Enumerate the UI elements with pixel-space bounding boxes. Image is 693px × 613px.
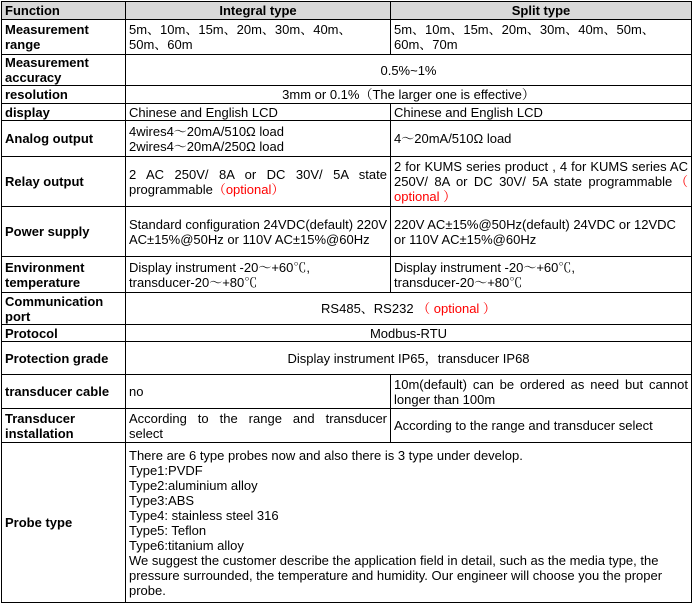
accuracy-value: 0.5%~1%	[126, 55, 692, 86]
environment-temperature-integral	[126, 257, 391, 293]
header-split: Split type	[391, 2, 692, 20]
transducer-cable-split: 10m(default) can be ordered as need but cannot longer than 100m	[391, 375, 692, 409]
relay-output-integral-text: 2 AC 250V/ 8A or DC 30V/ 5A state programmable	[129, 166, 387, 197]
row-environment-temperature	[2, 257, 692, 293]
communication-port-text: RS485、RS232	[321, 301, 418, 316]
relay-output-split-text: 2 for KUMS series product , 4 for KUMS series AC 250V/ 8A or DC 30V/ 5A state programmable	[394, 159, 688, 189]
probe-note: We suggest the customer describe the application field in detail, such as the media type, the pressure surrounded, the temperature and humidity. Our engineer will choose you the proper probe.	[129, 552, 663, 598]
communication-port-optional: （ optional ）	[417, 301, 496, 316]
resolution-value: 3mm or 0.1%（The larger one is effective）	[126, 86, 692, 104]
label-relay-output: Relay output	[2, 157, 126, 207]
row-relay-output	[2, 157, 692, 207]
label-probe-type: Probe type	[2, 443, 126, 603]
label-communication-port: Communication port	[2, 293, 126, 325]
row-transducer-cable	[2, 375, 692, 409]
protection-grade-value: Display instrument IP65，transducer IP68	[126, 342, 692, 375]
display-integral: Chinese and English LCD	[126, 104, 391, 121]
env-temp-split-line2: transducer-20～+80℃	[394, 274, 523, 290]
row-analog-output	[2, 121, 692, 157]
header-integral: Integral type	[126, 2, 391, 20]
label-power-supply: Power supply	[2, 207, 126, 257]
label-resolution: resolution	[2, 86, 126, 104]
label-protocol: Protocol	[2, 325, 126, 342]
probe-line: Type1:PVDF	[129, 462, 203, 478]
row-protocol	[2, 325, 692, 342]
label-environment-temperature: Environment temperature	[2, 257, 126, 293]
header-row	[2, 2, 692, 20]
probe-line: There are 6 type probes now and also there is 3 type under develop.	[129, 447, 523, 463]
row-resolution	[2, 86, 692, 104]
probe-type-value	[126, 443, 692, 603]
relay-output-integral	[126, 157, 391, 207]
probe-line: Type2:aluminium alloy	[129, 477, 258, 493]
transducer-installation-integral: According to the range and transducer select	[126, 409, 391, 443]
transducer-installation-split: According to the range and transducer select	[391, 409, 692, 443]
protocol-value: Modbus-RTU	[126, 325, 692, 342]
transducer-cable-integral: no	[126, 375, 391, 409]
environment-temperature-split	[391, 257, 692, 293]
label-transducer-cable: transducer cable	[2, 375, 126, 409]
label-transducer-installation: Transducer installation	[2, 409, 126, 443]
header-function: Function	[2, 2, 126, 20]
row-communication-port	[2, 293, 692, 325]
row-measurement-range	[2, 20, 692, 55]
power-supply-integral: Standard configuration 24VDC(default) 220V AC±15%@50Hz or 110V AC±15%@60Hz	[126, 207, 391, 257]
env-temp-split-line1: Display instrument -20～+60℃,	[394, 259, 575, 275]
relay-output-split	[391, 157, 692, 207]
relay-output-split-optional: （ optional ）	[394, 174, 688, 204]
communication-port-value	[126, 293, 692, 325]
row-protection-grade	[2, 342, 692, 375]
label-display: display	[2, 104, 126, 121]
measurement-range-split: 5m、10m、15m、20m、30m、40m、50m、60m、70m	[391, 20, 692, 55]
row-accuracy	[2, 55, 692, 86]
env-temp-integral-line2: transducer-20～+80℃	[129, 274, 258, 290]
row-transducer-installation	[2, 409, 692, 443]
relay-output-integral-optional: （optional）	[212, 181, 285, 197]
label-analog-output: Analog output	[2, 121, 126, 157]
probe-line: Type4: stainless steel 316	[129, 507, 279, 523]
label-protection-grade: Protection grade	[2, 342, 126, 375]
power-supply-split: 220V AC±15%@50Hz(default) 24VDC or 12VDC or 110V AC±15%@60Hz	[391, 207, 692, 257]
label-accuracy: Measurement accuracy	[2, 55, 126, 86]
probe-line: Type3:ABS	[129, 492, 195, 508]
env-temp-integral-line1: Display instrument -20～+60℃,	[129, 259, 310, 275]
label-measurement-range: Measurement range	[2, 20, 126, 55]
row-display	[2, 104, 692, 121]
probe-line: Type5: Teflon	[129, 522, 207, 538]
display-split: Chinese and English LCD	[391, 104, 692, 121]
row-power-supply	[2, 207, 692, 257]
measurement-range-integral: 5m、10m、15m、20m、30m、40m、50m、60m	[126, 20, 391, 55]
analog-output-split: 4～20mA/510Ω load	[391, 121, 692, 157]
analog-output-integral-line2: 2wires4～20mA/250Ω load	[129, 138, 284, 154]
probe-line: Type6:titanium alloy	[129, 537, 244, 553]
analog-output-integral	[126, 121, 391, 157]
analog-output-integral-line1: 4wires4～20mA/510Ω load	[129, 123, 284, 139]
spec-table	[1, 1, 692, 603]
row-probe-type	[2, 443, 692, 603]
